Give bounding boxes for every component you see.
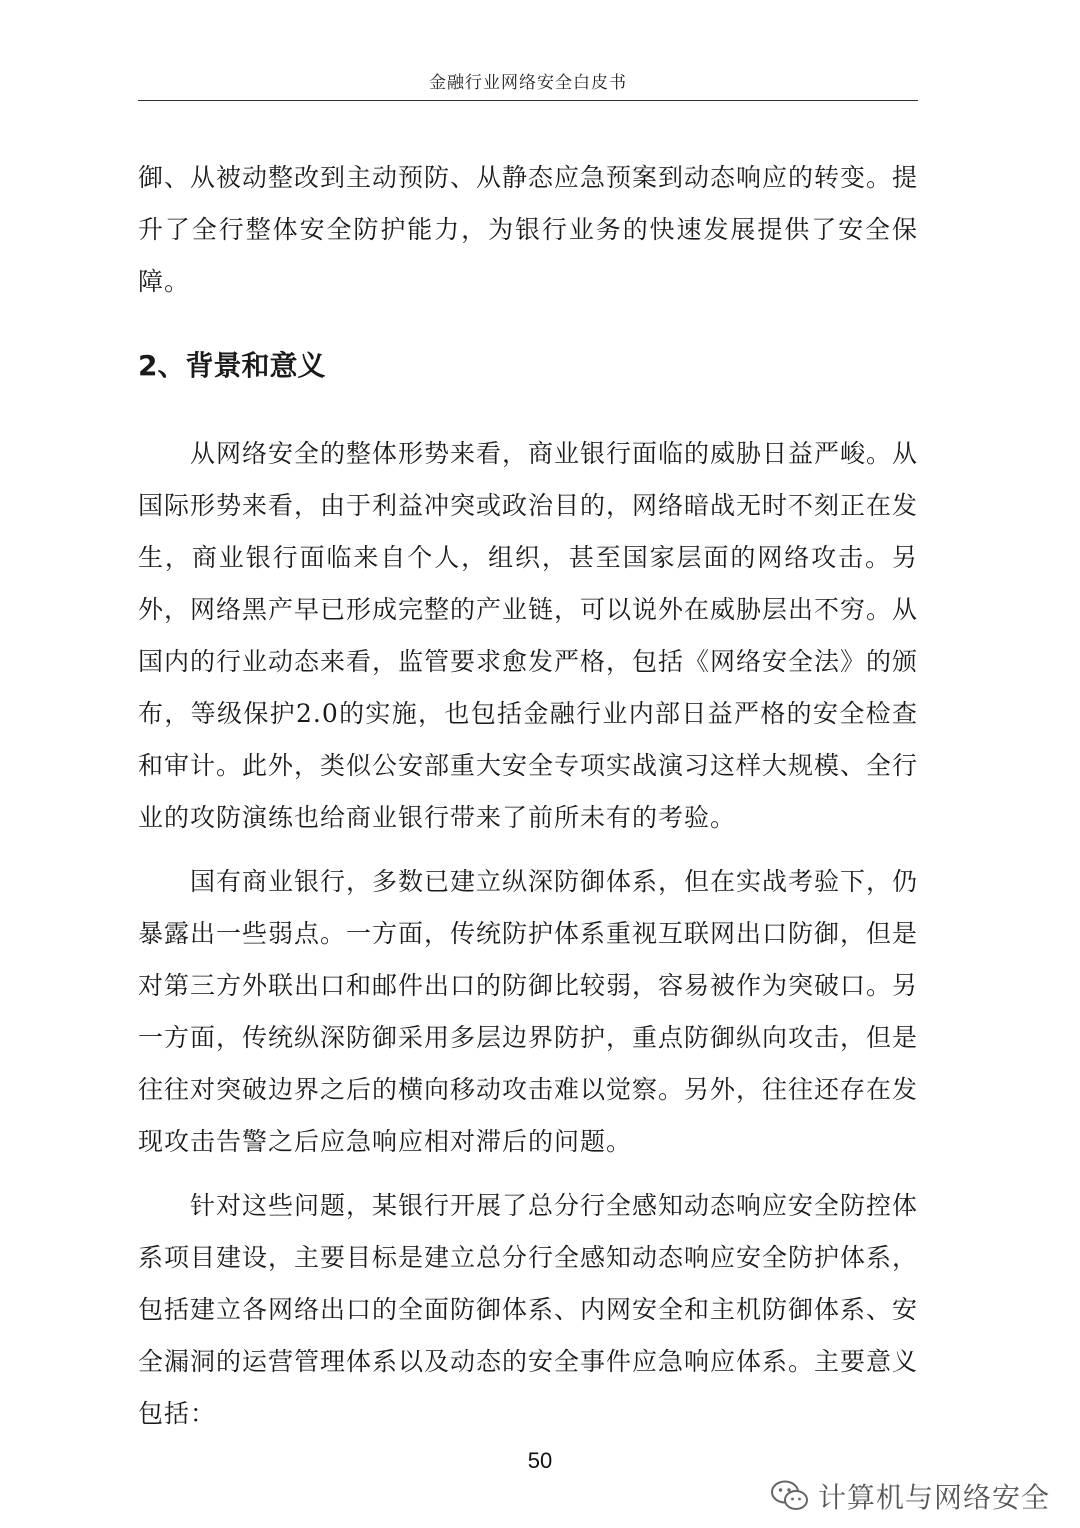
- running-header: 金融行业网络安全白皮书: [138, 66, 918, 101]
- wechat-icon: [770, 1479, 810, 1513]
- watermark: [770, 1474, 1050, 1518]
- watermark-text: 计算机与网络安全: [817, 1481, 1050, 1514]
- paragraph-1: 从网络安全的整体形势来看，商业银行面临的威胁日益严峻。从国际形势来看，由于利益冲突或政治目的，网络暗战无时不刻正在发生，商业银行面临来自个人，组织，甚至国家层面的网络攻击。另外，网络黑产早已形成完整的产业链，可以说外在威胁层出不穷。从国内的行业动态来看，监管要求愈发严格，包括《网络安全法》的颁布，等级保护2.0的实施，也包括金融行业内部日益严格的安全检查和审计。此外，类似公安部重大安全专项实战演习这样大规模、全行业的攻防演练也给商业银行带来了前所未有的考验。: [138, 439, 919, 832]
- section-heading: 2、背景和意义: [138, 349, 326, 382]
- paragraph-3: 针对这些问题，某银行开展了总分行全感知动态响应安全防控体系项目建设，主要目标是建立总分行全感知动态响应安全防护体系，包括建立各网络出口的全面防御体系、内网安全和主机防御体系、安全漏洞的运营管理体系以及动态的安全事件应急响应体系。主要意义包括：: [138, 1191, 919, 1428]
- paragraph-continuation: 御、从被动整改到主动预防、从静态应急预案到动态响应的转变。提升了全行整体安全防护能力，为银行业务的快速发展提供了安全保障。: [138, 163, 919, 296]
- page-number: 50: [527, 1448, 553, 1473]
- paragraph-2: 国有商业银行，多数已建立纵深防御体系，但在实战考验下，仍暴露出一些弱点。一方面，传统防护体系重视互联网出口防御，但是对第三方外联出口和邮件出口的防御比较弱，容易被作为突破口。另一方面，传统纵深防御采用多层边界防护，重点防御纵向攻击，但是往往对突破边界之后的横向移动攻击难以觉察。另外，往往还存在发现攻击告警之后应急响应相对滞后的问题。: [138, 867, 919, 1156]
- page-body: [138, 152, 918, 1440]
